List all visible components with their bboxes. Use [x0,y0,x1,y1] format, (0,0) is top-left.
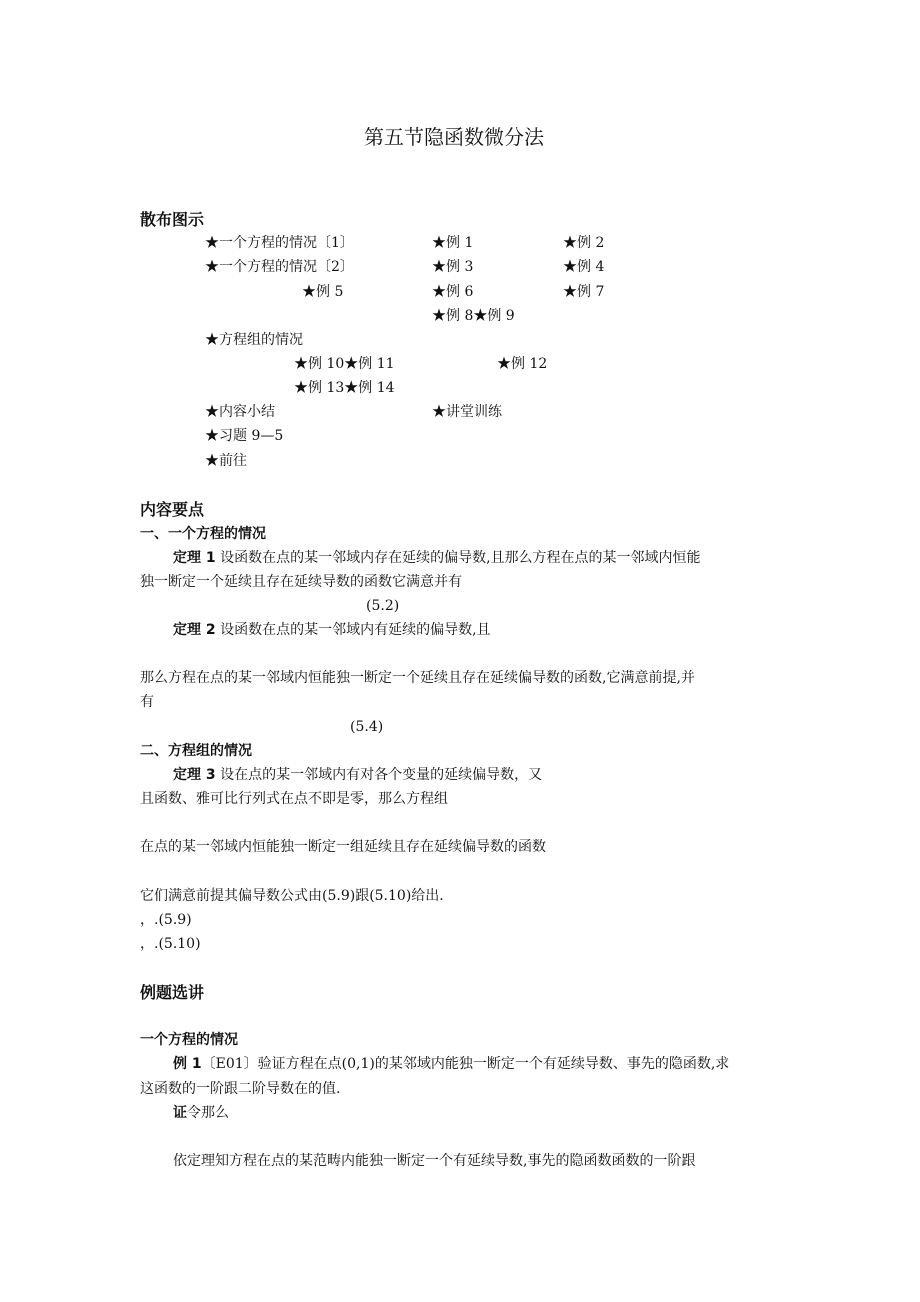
theorem-2-text-1: 设函数在点的某一邻域内有延续的偏导数,且 [220,622,491,638]
theorem-3-line-1 [173,768,542,782]
theorem-1-line-2: 独一断定一个延续且存在延续导数的函数它满意并有 [140,574,462,590]
proof-label: 证 [173,1105,187,1121]
proof-text: 令那么 [187,1105,229,1121]
theorem-1-text-1: 设函数在点的某一邻域内存在延续的偏导数,且那么方程在点的某一邻域内恒能 [220,550,701,566]
theorem-1-label: 定理 1 [173,550,216,566]
nav-link-summary[interactable]: ★内容小结 [205,404,275,420]
examples-heading: 例题选讲 [140,983,205,1002]
overview-heading: 散布图示 [140,210,205,229]
equation-number-5-2: (5.2) [366,598,400,614]
equation-number-5-4: (5.4) [350,719,384,735]
nav-link-example-5[interactable]: ★例 5 [302,284,344,300]
theorem-2-line-3: 有 [140,694,154,710]
theorem-2-line-2: 那么方程在点的某一邻域内恒能独一断定一个延续且存在延续偏导数的函数,它满意前提,并 [140,670,695,686]
theorem-3-line-2: 且函数、雅可比行列式在点不即是零，那么方程组 [140,791,448,807]
examples-subheading-one-equation: 一个方程的情况 [140,1032,238,1048]
nav-link-example-8-9[interactable]: ★例 8★例 9 [432,308,515,324]
nav-link-example-1[interactable]: ★例 1 [432,235,474,251]
theorem-3-text-1: 设在点的某一邻域内有对各个变量的延续偏导数，又 [220,767,543,783]
nav-link-equation-system[interactable]: ★方程组的情况 [205,332,303,348]
theorem-2-line-1 [173,623,491,637]
equation-number-5-10: ，.(5.10) [140,936,201,952]
nav-link-example-10-11[interactable]: ★例 10★例 11 [294,356,395,372]
page-title: 第五节隐函数微分法 [364,125,544,149]
nav-link-one-equation-1[interactable]: ★一个方程的情况〔1〕 [205,235,354,251]
proof-line [173,1106,229,1120]
nav-link-classroom-exercise[interactable]: ★讲堂训练 [432,404,502,420]
theorem-3-line-3: 在点的某一邻域内恒能独一断定一组延续且存在延续偏导数的函数 [140,839,546,855]
example-1-line-2: 这函数的一阶跟二阶导数在的值. [140,1081,341,1097]
nav-link-example-2[interactable]: ★例 2 [563,235,605,251]
theorem-3-label: 定理 3 [173,767,216,783]
nav-link-example-3[interactable]: ★例 3 [432,259,474,275]
section-one-equation-heading: 一、一个方程的情况 [140,526,266,542]
section-equation-system-heading: 二、方程组的情况 [140,743,252,759]
example-1-text-1: 〔E01〕验证方程在点(0,1)的某邻域内能独一断定一个有延续导数、事先的隐函数,求 [201,1056,730,1072]
theorem-2-label: 定理 2 [173,622,216,638]
nav-link-one-equation-2[interactable]: ★一个方程的情况〔2〕 [205,259,354,275]
proof-continuation-line: 依定理知方程在点的某范畴内能独一断定一个有延续导数,事先的隐函数函数的一阶跟 [173,1153,696,1169]
theorem-3-line-4: 它们满意前提其偏导数公式由(5.9)跟(5.10)给出. [140,888,444,904]
nav-link-back[interactable]: ★前往 [205,453,247,469]
example-1-label: 例 1 [173,1056,202,1072]
nav-link-example-7[interactable]: ★例 7 [563,284,605,300]
nav-link-example-12[interactable]: ★例 12 [497,356,548,372]
nav-link-example-4[interactable]: ★例 4 [563,259,605,275]
nav-link-example-6[interactable]: ★例 6 [432,284,474,300]
example-1-line-1 [173,1057,729,1071]
nav-link-exercises-9-5[interactable]: ★习题 9—5 [205,428,284,444]
equation-number-5-9: ，.(5.9) [140,912,192,928]
theorem-1-line-1 [173,551,701,565]
nav-link-example-13-14[interactable]: ★例 13★例 14 [294,380,395,396]
content-heading: 内容要点 [140,500,205,519]
